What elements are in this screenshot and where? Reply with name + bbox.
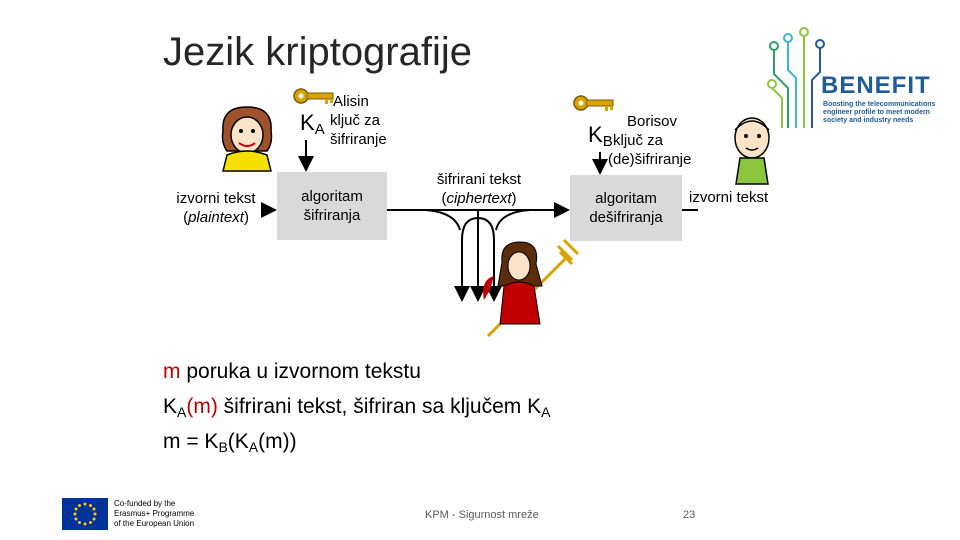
eu-text-3: of the European Union: [114, 519, 195, 528]
definition-3-pre: m = K: [163, 430, 219, 453]
definition-2-sub: A: [177, 404, 187, 420]
page-number: 23: [683, 509, 696, 521]
alice-key-label-1: Alisin: [333, 93, 369, 110]
definition-2-tail-sub: A: [541, 404, 551, 420]
eu-text-2: Erasmus+ Programme: [114, 509, 195, 518]
definition-3-sub2: A: [248, 439, 259, 455]
decrypt-box-line2: dešifriranja: [589, 209, 663, 226]
plaintext-term: plaintext: [188, 209, 244, 226]
definition-text-2: šifrirani tekst, šifriran sa ključem K: [217, 395, 542, 418]
eu-flag-icon: [62, 498, 108, 530]
alice-key-label-2: ključ za: [330, 112, 381, 129]
encrypt-box-line1: algoritam: [301, 188, 363, 205]
ciphertext-branch-left: [462, 218, 478, 300]
plaintext-input-line2: (plaintext): [183, 209, 249, 226]
alice-key-sub: A: [314, 121, 325, 138]
definition-2-k: K: [163, 395, 178, 418]
alice-key-label-3: šifriranje: [330, 131, 387, 148]
footer-text: KPM - Sigurnost mreže: [425, 509, 539, 521]
definition-line-2: [163, 395, 550, 420]
definition-3-mid: (K: [227, 430, 249, 453]
eu-text: [114, 499, 194, 529]
eavesdrop-feed-right: [496, 210, 530, 230]
bob-key-sub: B: [602, 133, 613, 150]
intruder-figure: [480, 240, 580, 340]
bob-key-letter: K: [588, 122, 603, 147]
bob-key-label-3: (de)šifriranje: [608, 151, 692, 168]
definition-var-m: m: [163, 360, 181, 383]
eu-text-1: Co-funded by the: [114, 499, 176, 508]
definition-line-3: [163, 430, 297, 455]
plaintext-output-label: izvorni tekst: [689, 189, 769, 206]
slide-title: Jezik kriptografije: [163, 30, 473, 74]
bob-key-label-2: ključ za: [613, 132, 664, 149]
benefit-name: BENEFIT: [821, 72, 931, 99]
definition-line-1: [163, 360, 421, 384]
benefit-tagline-3: society and industry needs: [823, 117, 914, 124]
benefit-tagline-2: engineer profile to meet modern: [823, 109, 930, 116]
plaintext-input-line1: izvorni tekst: [176, 190, 256, 207]
alice-key-letter: K: [300, 110, 315, 135]
definition-text-1: poruka u izvornom tekstu: [180, 360, 421, 383]
ciphertext-term: ciphertext: [446, 190, 512, 207]
eu-cofunded-logo: [62, 497, 234, 531]
bob-key-label-1: Borisov: [627, 113, 678, 130]
definition-3-post: (m)): [258, 430, 297, 453]
benefit-tagline-1: Boosting the telecommunications: [823, 101, 936, 108]
ciphertext-line1: šifrirani tekst: [436, 171, 522, 188]
definition-3-sub1: B: [218, 439, 228, 455]
encrypt-box-line2: šifriranja: [303, 207, 361, 224]
decrypt-box-line1: algoritam: [595, 190, 657, 207]
definition-var-m-2: (m): [186, 395, 218, 418]
ciphertext-line2: (ciphertext): [441, 190, 517, 207]
eavesdrop-feed-left: [425, 210, 460, 230]
